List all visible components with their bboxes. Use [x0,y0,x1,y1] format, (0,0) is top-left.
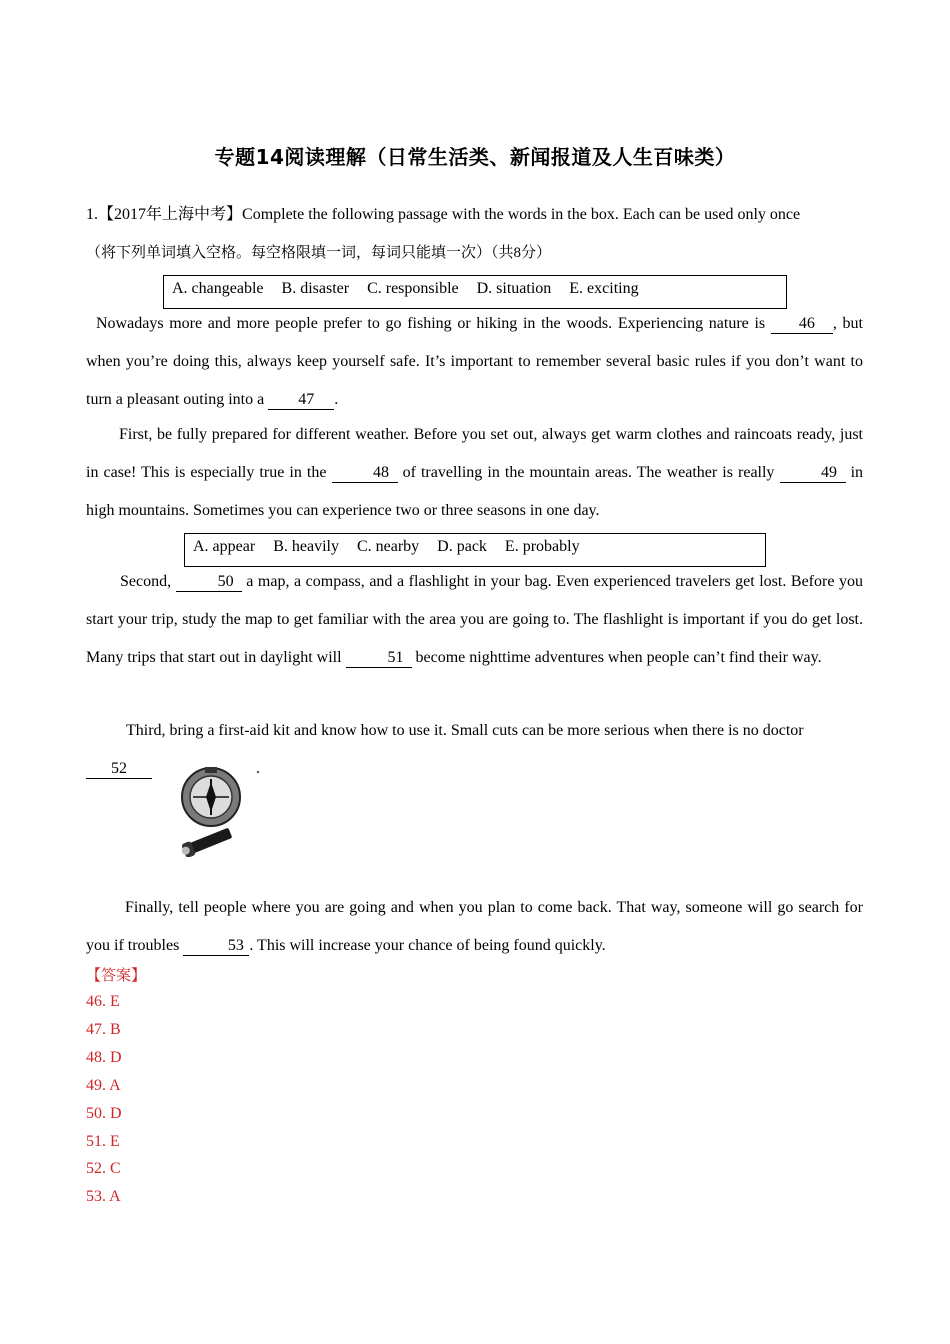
paragraph-1 [86,305,863,419]
answer-item: 49. A [86,1077,121,1094]
passage-text: First, be fully prepared for different weather. Before you set out, always get warm clothes and raincoats ready, just in case! This is especially true in the [86,426,863,481]
word-box-1 [163,275,787,309]
answer-heading: 【答案】 [86,966,147,984]
word-option: A. appear [193,538,256,555]
passage-text: Second, [120,573,172,590]
passage-text: a map, a compass, and a flashlight in your bag. Even experienced travelers get lost. Before you start your trip, study the map to get familiar with the area you are going to. The flashlight is important if you do get lost. Many trips that start out in daylight will [86,573,864,666]
answer-item: 48. D [86,1049,122,1066]
blank-48: 48 [332,464,398,483]
blank-52: 52 [86,760,152,779]
word-option: B. disaster [281,280,350,297]
instruction-en: Complete the following passage with the words in the box. Each can be used only once [242,206,801,223]
blank-53: 53 [183,937,249,956]
blank-46: 46 [771,315,833,334]
passage-text: of travelling in the mountain areas. The weather is really [402,464,775,481]
passage-text: . This will increase your chance of being found quickly. [249,937,606,954]
answer-item: 46. E [86,993,120,1010]
word-option: D. situation [476,280,552,297]
paragraph-5 [86,889,863,965]
word-option: C. nearby [356,538,420,555]
paragraph-3 [86,563,863,677]
blank-49: 49 [780,464,846,483]
word-option: D. pack [437,538,487,555]
instruction-cn: （将下列单词填入空格。每空格限填一词，每词只能填一次）（共8分） [86,245,552,261]
paragraph-2 [86,416,863,530]
blank-51: 51 [346,649,412,668]
passage-text: in high mountains. Sometimes you can experience two or three seasons in one day. [86,464,864,519]
passage-text: , but when you’re doing this, always keep yourself safe. It’s important to remember several basic rules if you don’t want to turn a pleasant outing into a [86,315,863,408]
passage-text: become nighttime adventures when people can’t find their way. [415,649,822,666]
word-option: E. probably [504,538,580,555]
passage-text: Finally, tell people where you are going and when you plan to come back. That way, someone will go search for you if troubles [86,899,863,954]
word-box-2 [184,533,766,567]
answer-item: 51. E [86,1133,120,1150]
question-number: 1. [86,206,98,223]
blank-47: 47 [268,391,334,410]
compass-flashlight-illustration [178,765,244,857]
passage-text: Nowadays more and more people prefer to go fishing or hiking in the woods. Experiencing nature is [96,315,766,332]
page-title: 专题14阅读理解（日常生活类、新闻报道及人生百味类） [214,145,736,169]
answer-item: 52. C [86,1160,121,1177]
passage-text: . [334,391,339,408]
question-instruction [86,196,863,272]
answer-item: 47. B [86,1021,121,1038]
passage-text: Third, bring a first-aid kit and know how to use it. Small cuts can be more serious when there is no doctor [126,722,804,739]
word-option: E. exciting [569,280,639,297]
question-source: 【2017年上海中考】 [98,206,243,223]
answer-item: 53. A [86,1188,121,1205]
answer-item: 50. D [86,1105,122,1122]
word-option: B. heavily [273,538,339,555]
word-option: C. responsible [367,280,459,297]
passage-text: . [256,760,260,777]
word-option: A. changeable [172,280,264,297]
blank-50: 50 [176,573,242,592]
